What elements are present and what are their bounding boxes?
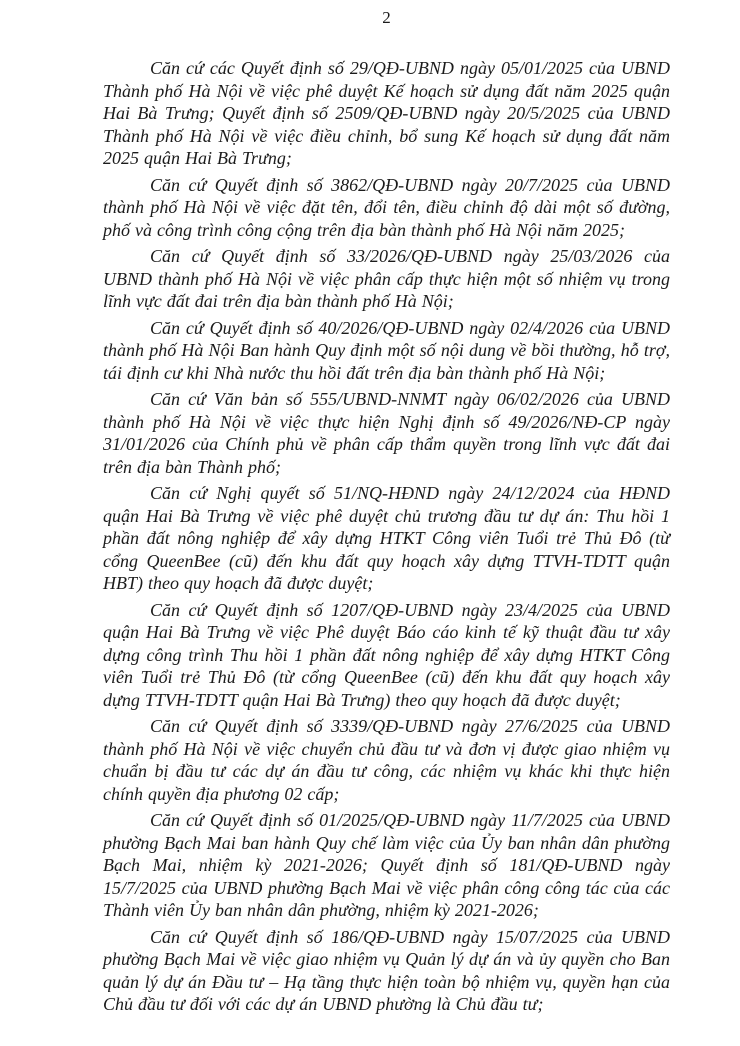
body-paragraph: Căn cứ Quyết định số 3339/QĐ-UBND ngày 27/6/2025 của UBND thành phố Hà Nội về việc chuyển chủ đầu tư và đơn vị được giao nhiệm vụ chuẩn bị đầu tư các dự án đầu tư công, các nhiệm vụ khác khi thực hiện chính quyền địa phương 02 cấp;	[103, 716, 670, 804]
page-number: 2	[382, 8, 391, 27]
body-paragraph: Căn cứ Nghị quyết số 51/NQ-HĐND ngày 24/12/2024 của HĐND quận Hai Bà Trưng về việc phê duyệt chủ trương đầu tư dự án: Thu hồi 1 phần đất nông nghiệp để xây dựng HTKT Công viên Tuổi trẻ Thủ Đô (từ cổng QueenBee (cũ) đến khu đất quy hoạch xây dựng TTVH-TDTT quận HBT) theo quy hoạch đã được duyệt;	[103, 483, 670, 593]
body-paragraph: Căn cứ Văn bản số 555/UBND-NNMT ngày 06/02/2026 của UBND thành phố Hà Nội về việc thực hiện Nghị định số 49/2026/NĐ-CP ngày 31/01/2026 của Chính phủ về phân cấp thẩm quyền trong lĩnh vực đất đai trên địa bàn Thành phố;	[103, 389, 670, 477]
body-paragraph: Căn cứ các Quyết định số 29/QĐ-UBND ngày 05/01/2025 của UBND Thành phố Hà Nội về việc phê duyệt Kế hoạch sử dụng đất năm 2025 quận Hai Bà Trưng; Quyết định số 2509/QĐ-UBND ngày 20/5/2025 của UBND Thành phố Hà Nội về việc điều chỉnh, bổ sung Kế hoạch sử dụng đất năm 2025 quận Hai Bà Trưng;	[103, 58, 670, 168]
body-paragraph: Căn cứ Quyết định số 186/QĐ-UBND ngày 15/07/2025 của UBND phường Bạch Mai về việc giao nhiệm vụ Quản lý dự án và ủy quyền cho Ban quản lý dự án Đầu tư – Hạ tầng thực hiện toàn bộ nhiệm vụ, quyền hạn của Chủ đầu tư đối với các dự án UBND phường là Chủ đầu tư;	[103, 926, 670, 1014]
body-paragraph: Căn cứ Quyết định số 40/2026/QĐ-UBND ngày 02/4/2026 của UBND thành phố Hà Nội Ban hành Quy định một số nội dung về bồi thường, hỗ trợ, tái định cư khi Nhà nước thu hồi đất trên địa bàn thành phố Hà Nội;	[103, 317, 670, 383]
body-paragraph: Căn cứ Quyết định số 01/2025/QĐ-UBND ngày 11/7/2025 của UBND phường Bạch Mai ban hành Quy chế làm việc của Ủy ban nhân dân phường Bạch Mai, nhiệm kỳ 2021-2026; Quyết định số 181/QĐ-UBND ngày 15/7/2025 của UBND phường Bạch Mai về việc phân công công tác của các Thành viên Ủy ban nhân dân phường, nhiệm kỳ 2021-2026;	[103, 810, 670, 920]
body-paragraph: Căn cứ Quyết định số 33/2026/QĐ-UBND ngày 25/03/2026 của UBND thành phố Hà Nội về việc phân cấp thực hiện một số nhiệm vụ trong lĩnh vực đất đai trên địa bàn thành phố Hà Nội;	[103, 246, 670, 311]
body-paragraph: Căn cứ Quyết định số 3862/QĐ-UBND ngày 20/7/2025 của UBND thành phố Hà Nội về việc đặt tên, đổi tên, điều chỉnh độ dài một số đường, phố và công trình công cộng trên địa bàn thành phố Hà Nội năm 2025;	[103, 174, 670, 240]
body-paragraph: Căn cứ Quyết định số 1207/QĐ-UBND ngày 23/4/2025 của UBND quận Hai Bà Trưng về việc Phê duyệt Báo cáo kinh tế kỹ thuật đầu tư xây dựng công trình Thu hồi 1 phần đất nông nghiệp để xây dựng HTKT Công viên Tuổi trẻ Thủ Đô (từ cổng QueenBee (cũ) đến khu đất quy hoạch xây dựng TTVH-TDTT quận Hai Bà Trưng) theo quy hoạch đã được duyệt;	[103, 599, 670, 710]
document-body	[103, 57, 670, 1020]
